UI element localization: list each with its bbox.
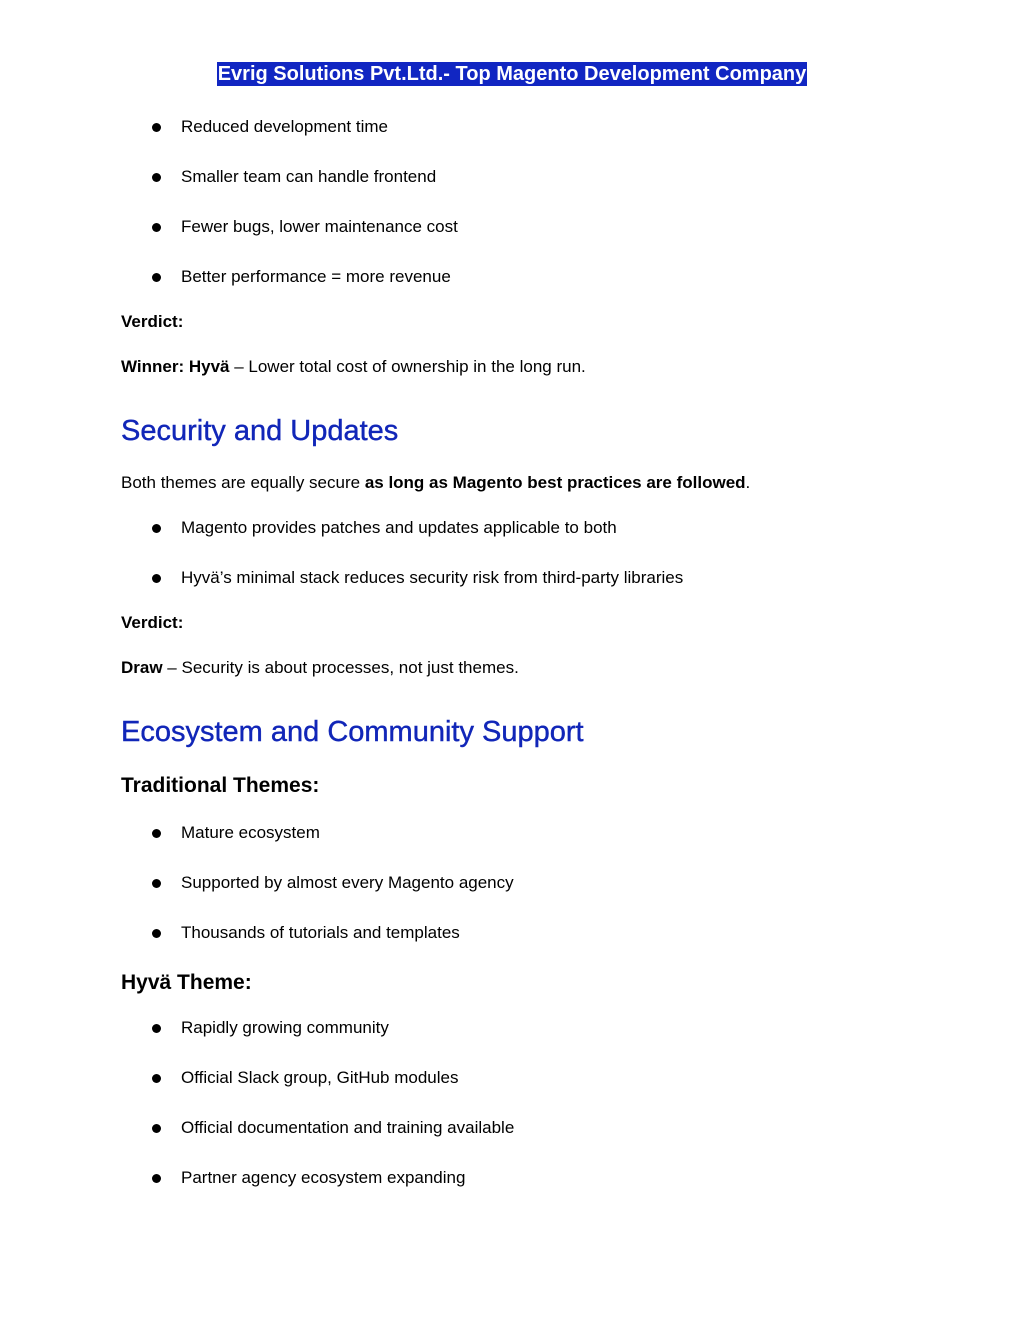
traditional-themes-list (121, 822, 921, 944)
list-item-text: Rapidly growing community (181, 1018, 389, 1037)
list-item (121, 1017, 921, 1039)
security-verdict-text: – Security is about processes, not just themes. (162, 658, 519, 677)
bullet-icon (152, 574, 161, 583)
cost-benefits-list (121, 116, 921, 288)
security-intro-bold: as long as Magento best practices are followed (364, 473, 746, 492)
ecosystem-section-title: Ecosystem and Community Support (121, 716, 584, 748)
document-header (0, 60, 1024, 88)
list-item (121, 1067, 921, 1089)
list-item (121, 567, 921, 589)
bullet-icon (152, 929, 161, 938)
list-item (121, 822, 921, 844)
list-item-text: Magento provides patches and updates applicable to both (181, 518, 617, 537)
security-intro-end: . (745, 473, 751, 492)
list-item-text: Fewer bugs, lower maintenance cost (181, 217, 458, 236)
security-verdict-draw: Draw (121, 658, 163, 677)
cost-verdict (121, 356, 921, 378)
cost-verdict-text: – Lower total cost of ownership in the long run. (229, 357, 586, 376)
list-item (121, 266, 921, 288)
document-body (121, 116, 921, 1189)
bullet-icon (152, 829, 161, 838)
bullet-icon (152, 1024, 161, 1033)
list-item (121, 166, 921, 188)
cost-verdict-winner: Winner: Hyvä (121, 357, 230, 376)
list-item (121, 922, 921, 944)
list-item (121, 116, 921, 138)
bullet-icon (152, 879, 161, 888)
bullet-icon (152, 1174, 161, 1183)
security-section-title: Security and Updates (121, 415, 399, 447)
header-banner-text: Evrig Solutions Pvt.Ltd.- Top Magento Development Company (217, 63, 807, 85)
hyva-theme-heading: Hyvä Theme: (121, 971, 252, 994)
cost-verdict-label: Verdict: (121, 312, 184, 331)
list-item-text: Better performance = more revenue (181, 267, 451, 286)
bullet-icon (152, 173, 161, 182)
list-item (121, 216, 921, 238)
list-item-text: Smaller team can handle frontend (181, 167, 437, 186)
list-item-text: Hyvä’s minimal stack reduces security risk from third-party libraries (181, 568, 684, 587)
traditional-themes-heading: Traditional Themes: (121, 774, 320, 797)
bullet-icon (152, 273, 161, 282)
list-item-text: Reduced development time (181, 117, 388, 136)
list-item (121, 1167, 921, 1189)
security-verdict (121, 657, 921, 679)
security-intro (121, 472, 921, 494)
list-item-text: Official Slack group, GitHub modules (181, 1068, 459, 1087)
hyva-theme-list (121, 1017, 921, 1189)
bullet-icon (152, 223, 161, 232)
list-item (121, 517, 921, 539)
security-list (121, 517, 921, 589)
list-item-text: Thousands of tutorials and templates (181, 923, 460, 942)
list-item (121, 872, 921, 894)
security-verdict-label: Verdict: (121, 613, 184, 632)
list-item-text: Partner agency ecosystem expanding (181, 1168, 466, 1187)
security-intro-text: Both themes are equally secure (121, 473, 365, 492)
bullet-icon (152, 524, 161, 533)
bullet-icon (152, 1124, 161, 1133)
bullet-icon (152, 123, 161, 132)
list-item-text: Mature ecosystem (181, 823, 320, 842)
list-item (121, 1117, 921, 1139)
bullet-icon (152, 1074, 161, 1083)
list-item-text: Supported by almost every Magento agency (181, 873, 514, 892)
list-item-text: Official documentation and training available (181, 1118, 515, 1137)
